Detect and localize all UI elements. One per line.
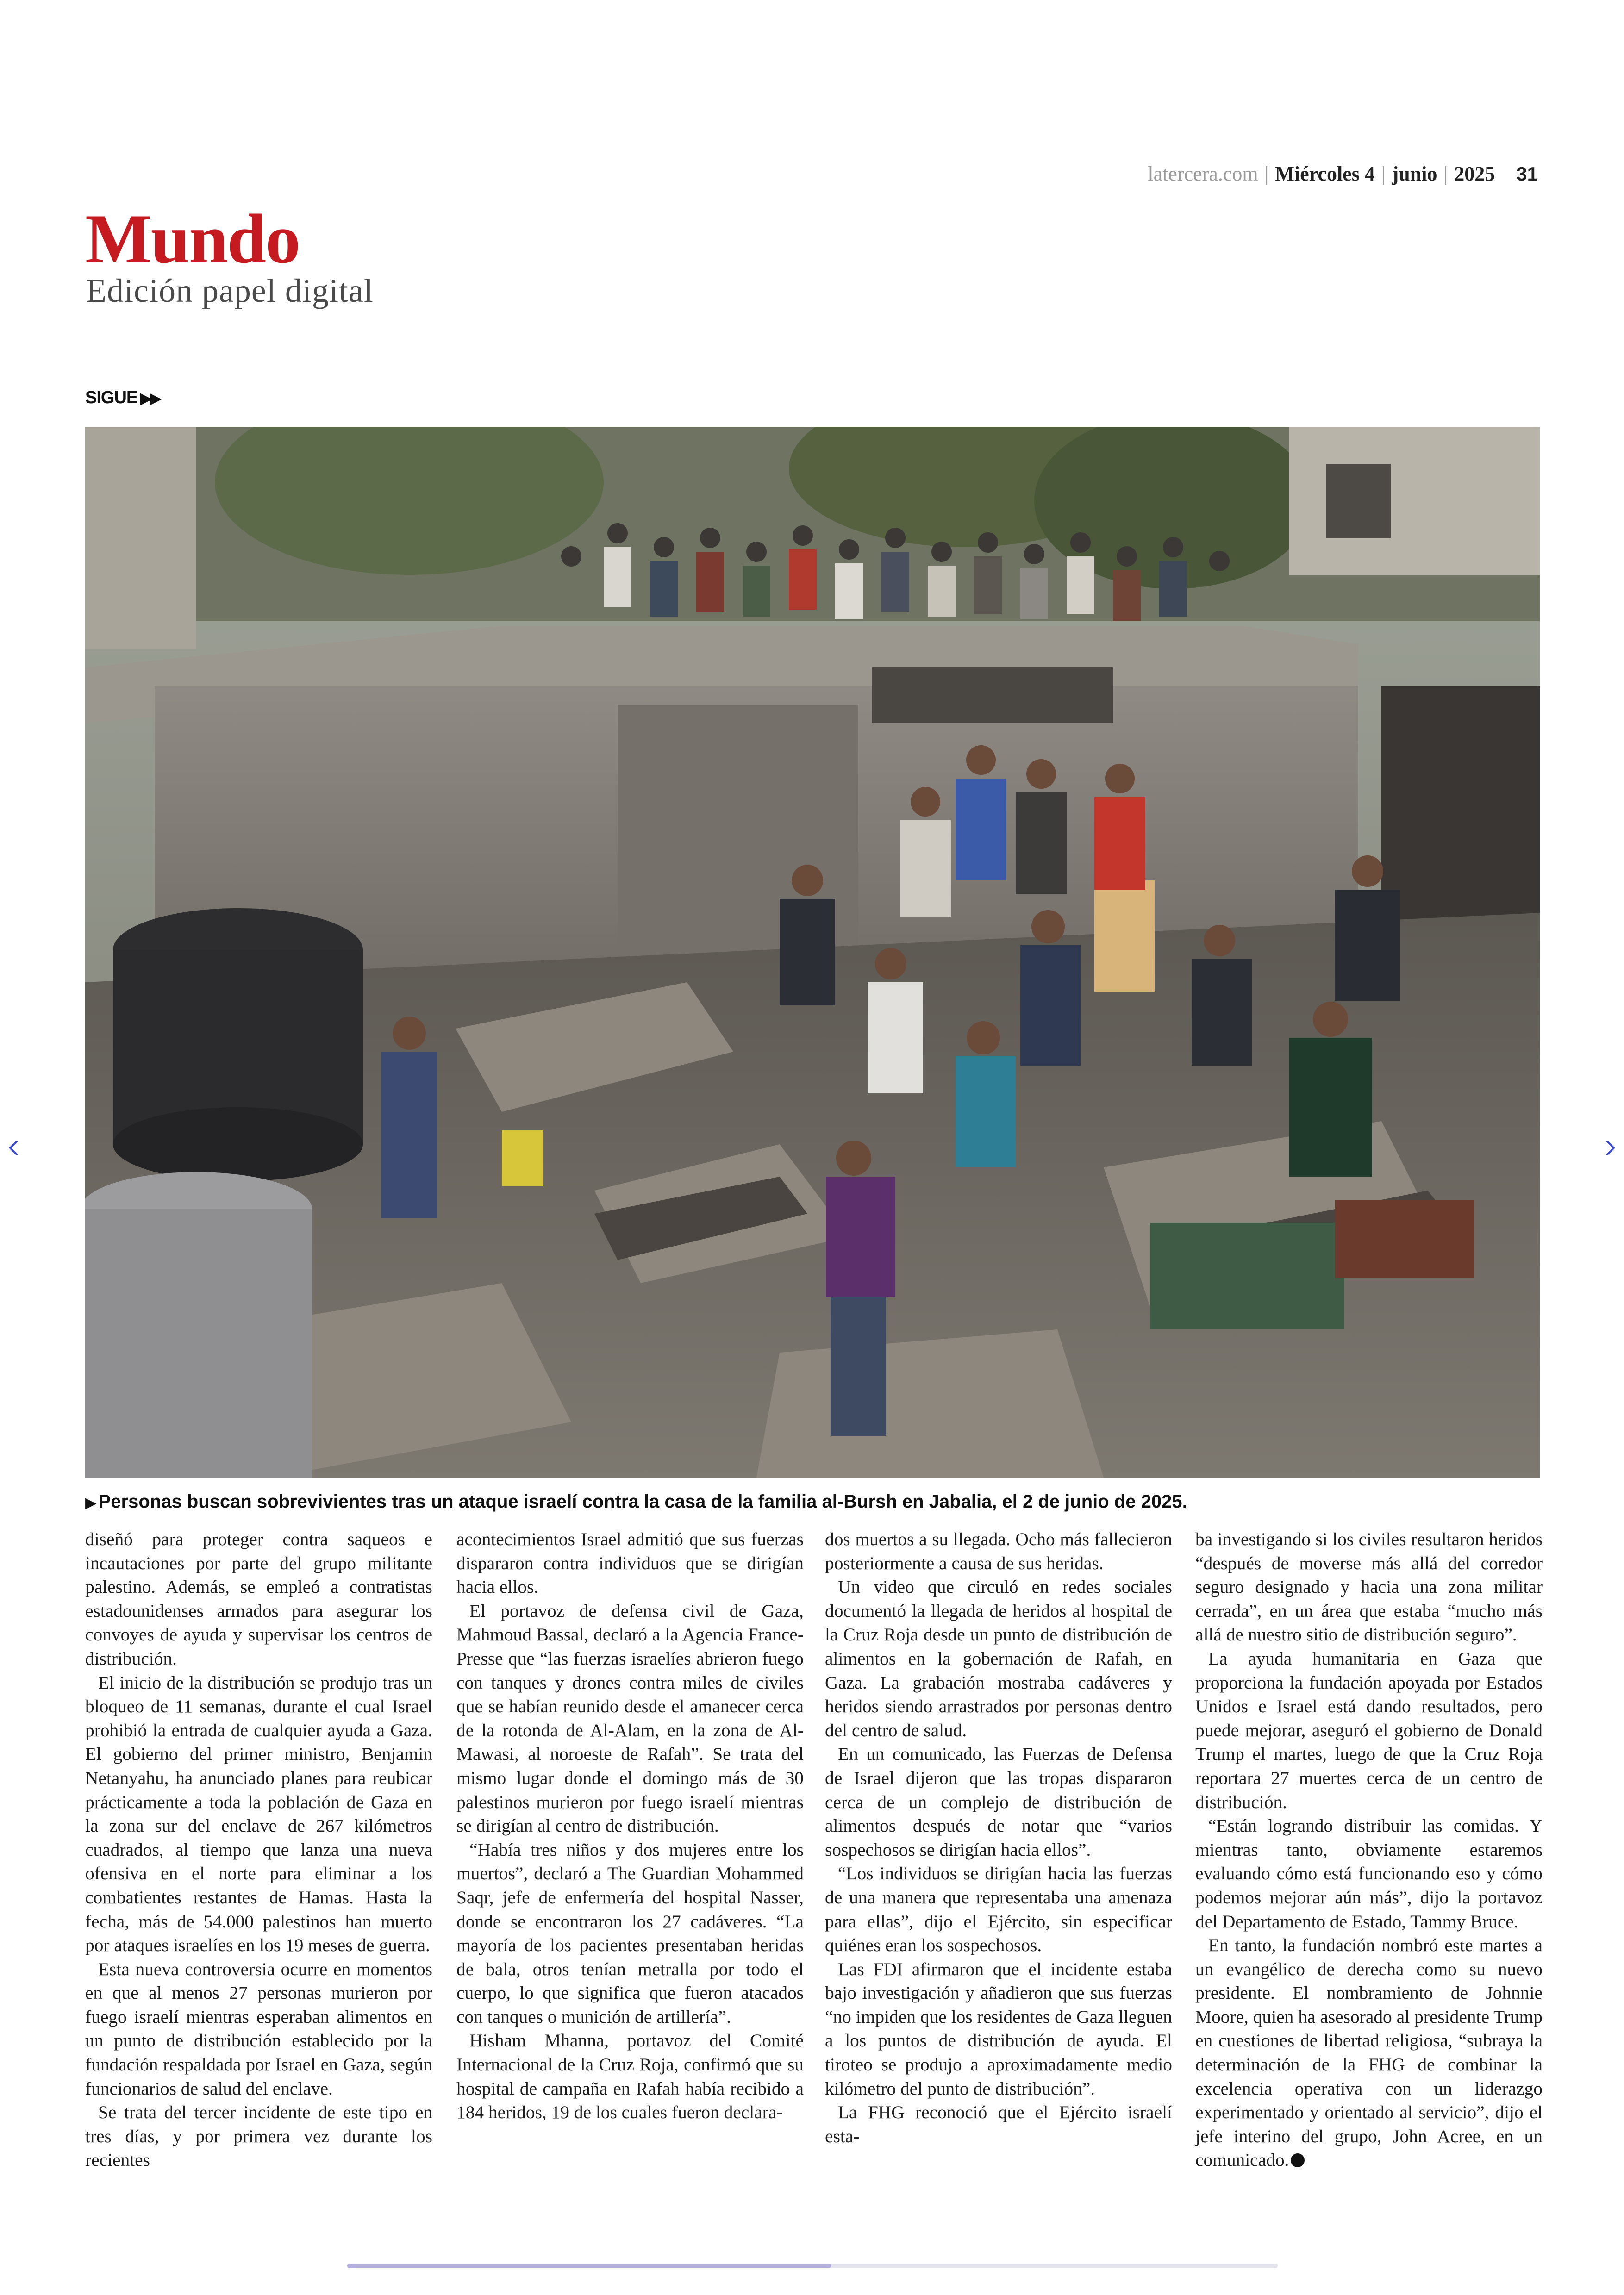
article-paragraph: En un comunicado, las Fuerzas de Defensa de Israel dijeron que las tropas dispararon cerca de un complejo de distribución de alimentos después de notar que “varios sospechosos se dirigían hacia ellos”. (825, 1744, 1172, 1860)
article-paragraph: Las FDI afirmaron que el incidente estaba bajo investigación y añadieron que sus fuerzas “no impiden que los residentes de Gaza lleguen a los puntos de distribución de ayuda. El tiroteo se produjo a aproximadamente medio kilómetro del punto de distribución”. (825, 1958, 1172, 2099)
article-paragraph: El portavoz de defensa civil de Gaza, Mahmoud Bassal, declaró a la Agencia France-Presse que “las fuerzas israelíes abrieron fuego con tanques y drones contra miles de civiles que se habían reunido desde el amanecer cerca de la rotonda de Al-Alam, en la zona de Al-Mawasi, al noroeste de Rafah”. Se trata del mismo lugar donde el domingo más de 30 palestinos murieron por fuego israelí mientras se dirigían al centro de distribución. (456, 1600, 804, 1836)
continue-arrows-icon: ▶▶ (140, 390, 160, 406)
section-title: Mundo (85, 200, 300, 278)
article-paragraph: El inicio de la distribución se produjo tras un bloqueo de 11 semanas, durante el cual Israel prohibió la entrada de cualquier ayuda a Gaza. El gobierno del primer ministro, Benjamin Netanyahu, ha anunciado planes para reubicar prácticamente a toda la población de Gaza en la zona sur del enclave de 267 kilómetros cuadrados, al tiempo que lanza una nueva ofensiva en el norte para eliminar a los combatientes restantes de Hamas. Hasta la fecha, más de 54.000 palestinos han muerto por ataques israelíes en los 19 meses de guerra. (85, 1672, 432, 1956)
chevron-left-icon (0, 1134, 28, 1162)
end-of-article-icon (1291, 2153, 1305, 2167)
article-paragraph: “Están logrando distribuir las comidas. Y mientras tanto, obviamente estaremos evaluando cómo está funcionando eso y cómo podemos mejorar aún más”, dijo la portavoz del Departamento de Estado, Tammy Bruce. (1195, 1815, 1543, 1932)
article-column-3 (825, 1528, 1172, 2148)
photo-caption: ▶ Personas buscan sobrevivientes tras un ataque israelí contra la casa de la familia al-Bursh en Jabalia, el 2 de junio de 2025. (85, 1491, 1187, 1512)
next-page-button[interactable] (1596, 1134, 1624, 1162)
article-paragraph: diseñó para proteger contra saqueos e incautaciones por parte del grupo militante palestino. Además, se empleó a contratistas estadounidenses armados para asegurar los convoyes de ayuda y supervisar los centros de distribución. (85, 1529, 432, 1669)
news-photo (85, 427, 1540, 1478)
article-paragraph: La ayuda humanitaria en Gaza que proporciona la fundación apoyada por Estados Unidos e Israel está dando resultados, pero puede mejorar, aseguró el gobierno de Donald Trump el martes, luego de que la Cruz Roja reportara 27 muertes cerca de un centro de distribución. (1195, 1648, 1543, 1812)
page-number: 31 (1516, 163, 1538, 185)
section-subtitle: Edición papel digital (86, 272, 374, 309)
issue-month: junio (1392, 162, 1437, 185)
page-scroll-track[interactable] (347, 2264, 1278, 2268)
article-paragraph: Esta nueva controversia ocurre en momentos en que al menos 27 personas murieron por fuego israelí mientras esperaban alimentos en un punto de distribución establecido por la fundación respaldada por Israel en Gaza, según funcionarios de salud del enclave. (85, 1958, 432, 2099)
article-paragraph: En tanto, la fundación nombró este martes a un evangélico de derecha como su nuevo presidente. El nombramiento de Johnnie Moore, quien ha asesorado al presidente Trump en cuestiones de libertad religiosa, “subraya la determinación de la FHG de combinar la excelencia operativa con un liderazgo experimentado y orientado al servicio”, dijo el jefe interino del grupo, John Acree, en un comunicado. (1195, 1935, 1543, 2170)
article-paragraph: Un video que circuló en redes sociales documentó la llegada de heridos al hospital de la Cruz Roja desde un punto de distribución de alimentos en la gobernación de Rafah, en Gaza. La grabación mostraba cadáveres y heridos siendo arrastrados por personas dentro del centro de salud. (825, 1577, 1172, 1740)
page-scroll-thumb[interactable] (347, 2264, 831, 2268)
article-paragraph: ba investigando si los civiles resultaron heridos “después de moverse más allá del corredor seguro designado y hacia una zona militar cerrada”, en un área que estaba “mucho más allá de nuestro sitio de distribución seguro”. (1195, 1529, 1543, 1645)
previous-page-button[interactable] (0, 1134, 28, 1162)
article-paragraph: “Había tres niños y dos mujeres entre los muertos”, declaró a The Guardian Mohammed Saqr, jefe de enfermería del hospital Nasser, donde se encontraron los 27 cadáveres. “La mayoría de los pacientes presentaban heridas de bala, otros tenían metralla por todo el cuerpo, lo que significa que fueron atacados con tanques o munición de artillería”. (456, 1839, 804, 2027)
caption-marker-icon: ▶ (85, 1494, 97, 1511)
page-folio: latercera.com | Miércoles 4 | junio | 2025 31 (1148, 162, 1538, 185)
article-column-1 (85, 1528, 432, 2172)
article-paragraph: Se trata del tercer incidente de este tipo en tres días, y por primera vez durante los recientes (85, 2102, 432, 2170)
site-name: latercera.com (1148, 162, 1258, 185)
issue-year: 2025 (1454, 162, 1495, 185)
article-column-2 (456, 1528, 804, 2125)
article-paragraph: dos muertos a su llegada. Ocho más fallecieron posteriormente a causa de sus heridas. (825, 1529, 1172, 1573)
article-paragraph: “Los individuos se dirigían hacia las fuerzas de una manera que representaba una amenaza para ellas”, dijo el Ejército, sin especificar quiénes eran los sospechosos. (825, 1863, 1172, 1956)
article-column-4 (1195, 1528, 1543, 2172)
chevron-right-icon (1596, 1134, 1624, 1162)
continued-label: SIGUE ▶▶ (85, 388, 160, 407)
article-paragraph: Hisham Mhanna, portavoz del Comité Internacional de la Cruz Roja, confirmó que su hospital de campaña en Rafah había recibido a 184 heridos, 19 de los cuales fueron declara- (456, 2030, 804, 2123)
article-paragraph: La FHG reconoció que el Ejército israelí esta- (825, 2102, 1172, 2146)
issue-weekday: Miércoles 4 (1275, 162, 1375, 185)
article-paragraph: acontecimientos Israel admitió que sus fuerzas dispararon contra individuos que se dirigían hacia ellos. (456, 1529, 804, 1597)
